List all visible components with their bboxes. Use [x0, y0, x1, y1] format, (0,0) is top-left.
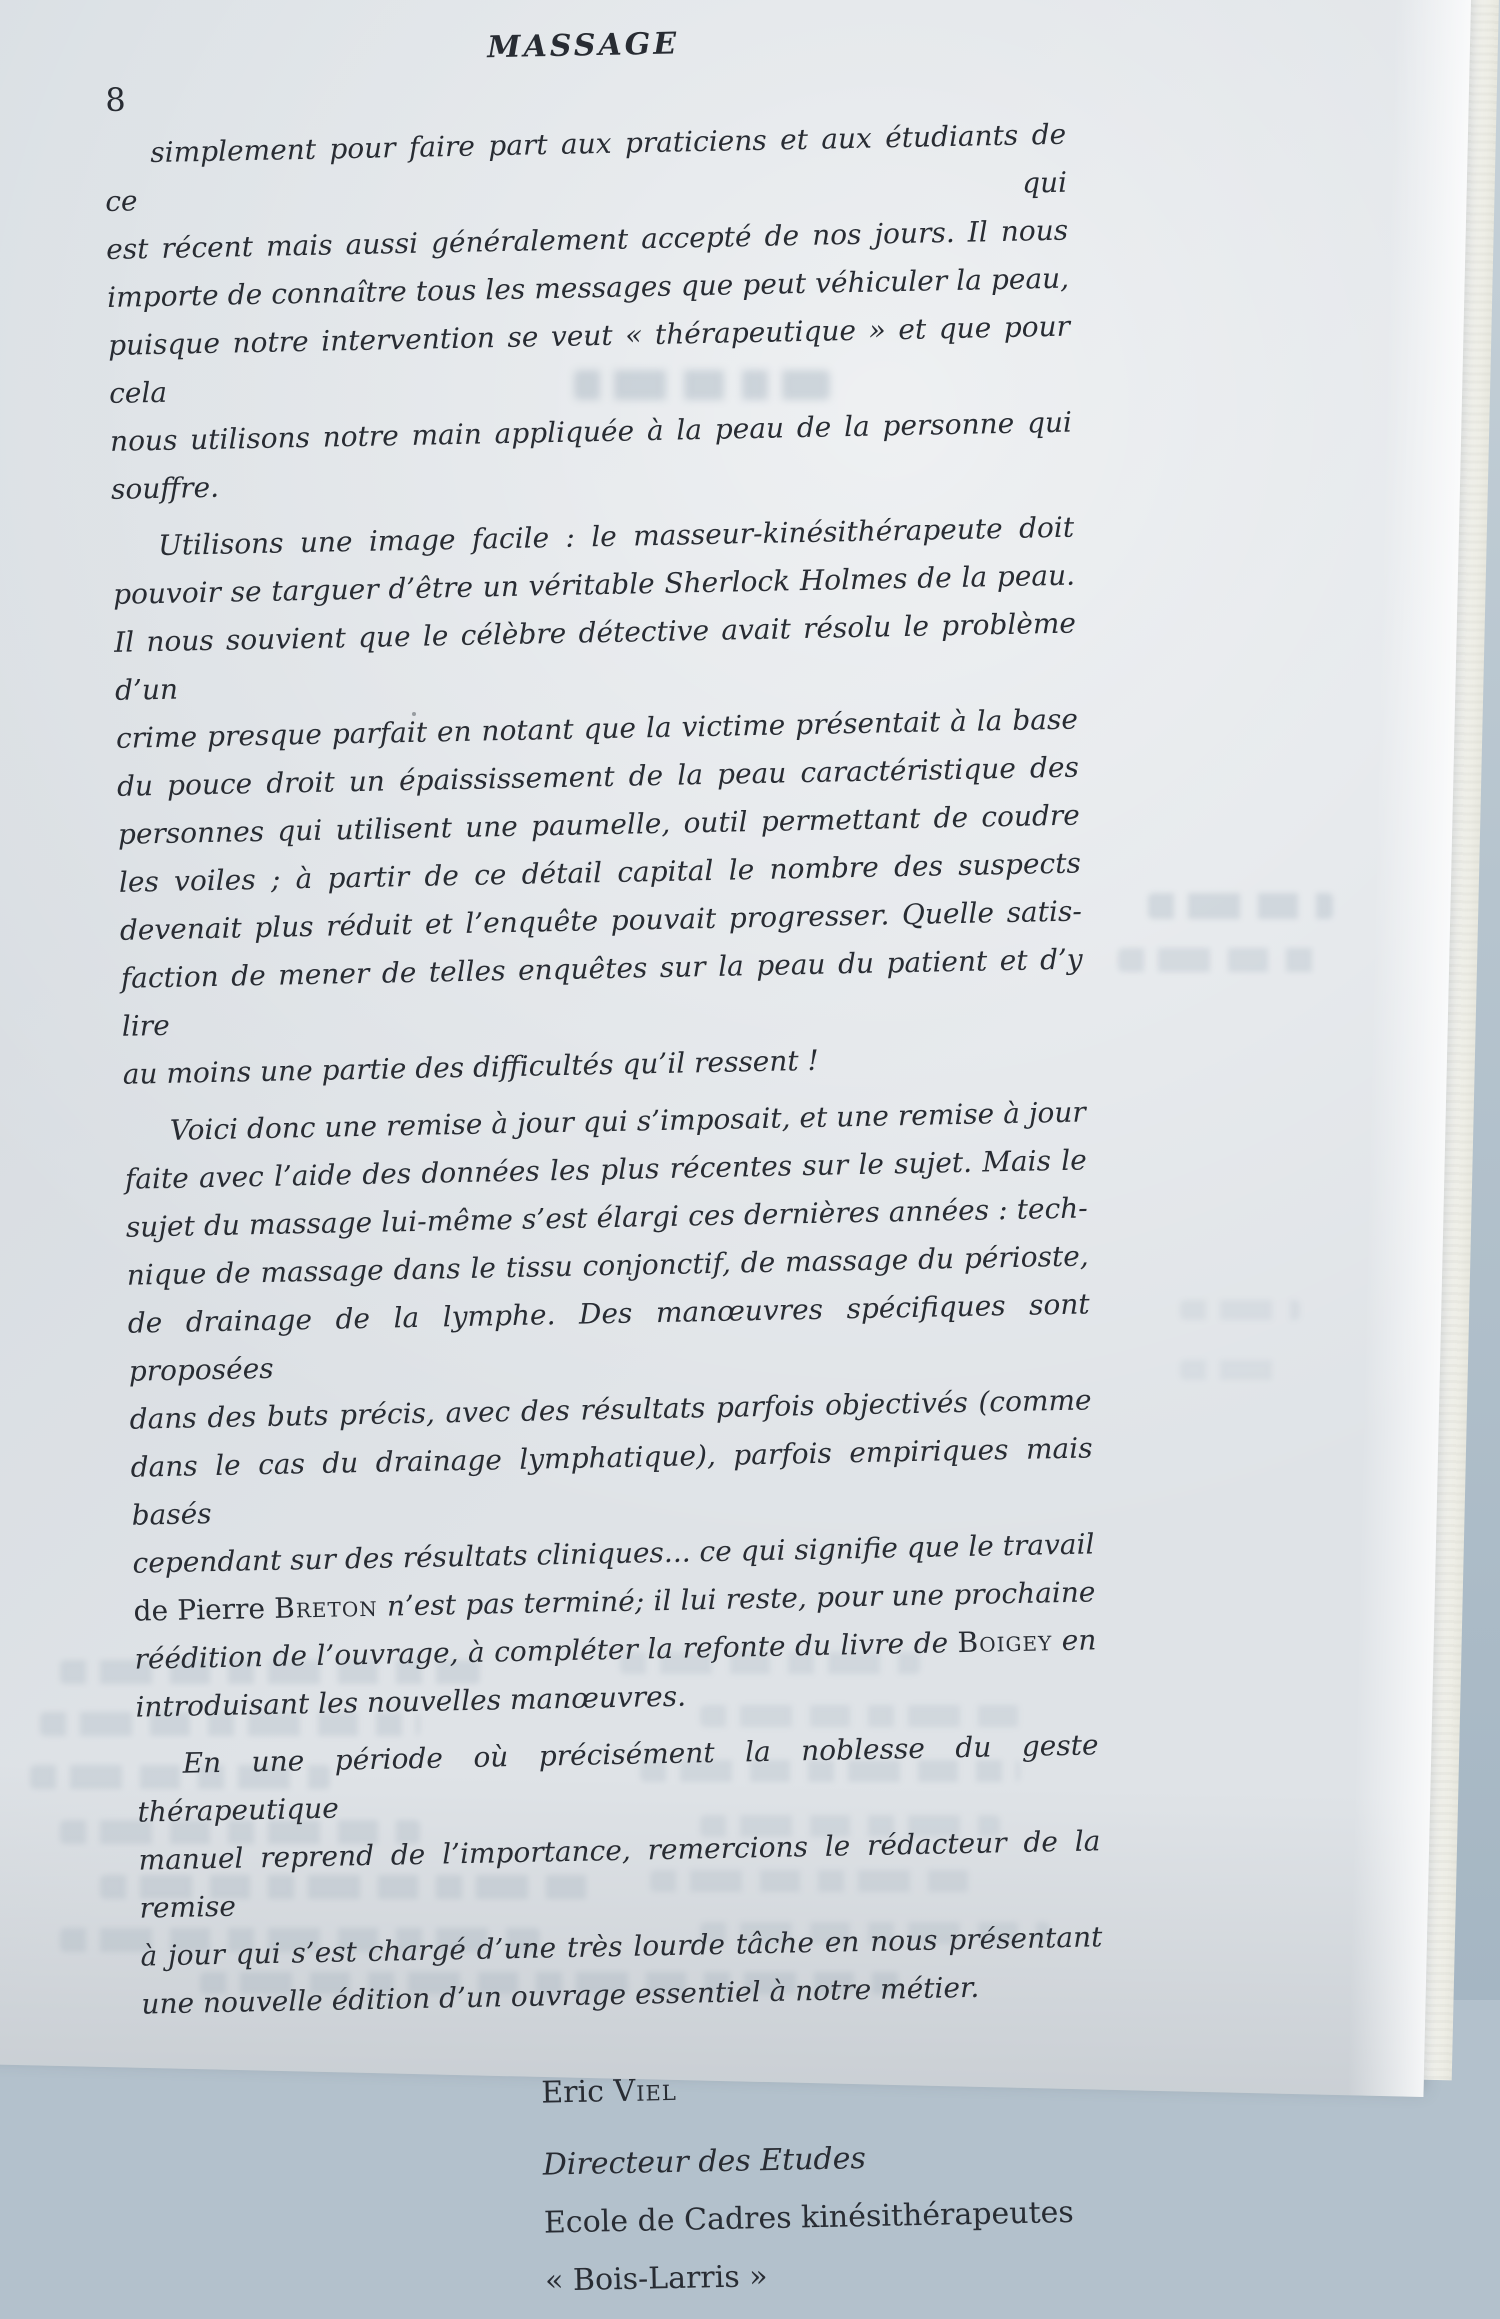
text-segment: Breton: [273, 1589, 379, 1625]
text-segment: dans des buts précis, avec des résultats parfois objectivés (comme: [129, 1383, 1092, 1436]
text-segment: du pouce droit un épaississement de la peau caractéristique des: [116, 750, 1080, 803]
showthrough-text: [1118, 948, 1323, 972]
showthrough-text: [1148, 893, 1333, 919]
showthrough-text: [1180, 1360, 1280, 1380]
text-segment: faite avec l’aide des données les plus récentes sur le sujet. Mais le: [124, 1143, 1088, 1196]
text-segment: Il nous souvient que le célèbre détective avait résolu le problème d’un: [113, 606, 1077, 707]
text-segment: de Pierre: [133, 1591, 275, 1628]
text-segment: importe de connaître tous les messages que peut véhiculer la peau,: [106, 261, 1070, 314]
text-line: [541, 2053, 1106, 2122]
text-segment: au moins une partie des difficultés qu’il ressent !: [122, 1043, 820, 1091]
text-segment: devenait plus réduit et l’enquête pouvait progresser. Quelle satis-: [119, 894, 1083, 947]
text-segment: introduisant les nouvelles manœuvres.: [135, 1679, 687, 1724]
text-segment: n’est pas terminé; il lui reste, pour une prochaine: [377, 1575, 1096, 1623]
text-segment: Utilisons une image facile : le masseur-kinésithérapeute doit: [157, 510, 1075, 562]
text-segment: en: [1051, 1623, 1097, 1658]
text-segment: personnes qui utilisent une paumelle, outil permettant de coudre: [117, 798, 1081, 851]
text-segment: les voiles ; à partir de ce détail capital le nombre des suspects: [118, 846, 1082, 899]
paragraph: [136, 1721, 1104, 2028]
paragraph: [104, 111, 1074, 514]
text-segment: En une période où précisément la noblesse du geste thérapeutique: [137, 1728, 1099, 1829]
text-line: [545, 2241, 1110, 2310]
text-segment: de drainage de la lymphe. Des manœuvres spécifiques sont proposées: [127, 1287, 1090, 1388]
text-segment: nique de massage dans le tissu conjonctif, de massage du périoste,: [126, 1239, 1089, 1292]
text-segment: cependant sur des résultats cliniques... ce qui signifie que le travail: [132, 1527, 1095, 1580]
body-text: [104, 111, 1104, 2029]
text-segment: Voici donc une remise à jour qui s’imposait, et une remise à jour: [169, 1095, 1087, 1147]
text-line: [543, 2183, 1108, 2252]
signature-block: [541, 2053, 1110, 2310]
text-segment: Directeur des Etudes: [542, 2141, 867, 2183]
text-segment: faction de mener de telles enquêtes sur la peau du patient et d’y lire: [120, 942, 1084, 1043]
text-segment: une nouvelle édition d’un ouvrage essentiel à notre métier.: [141, 1970, 980, 2021]
text-segment: est récent mais aussi généralement accepté de nos jours. Il nous: [105, 213, 1069, 266]
paragraph: [123, 1088, 1097, 1731]
text-segment: dans le cas du drainage lymphatique), parfois empiriques mais basés: [130, 1431, 1093, 1532]
text-segment: sujet du massage lui-même s’est élargi ces dernières années : tech-: [125, 1191, 1089, 1244]
showthrough-text: [1180, 1300, 1300, 1320]
text-segment: manuel reprend de l’importance, remercions le rédacteur de la remise: [138, 1824, 1101, 1925]
page-number: 8: [104, 80, 126, 119]
text-segment: puisque notre intervention se veut « thérapeutique » et que pour cela: [107, 309, 1071, 410]
text-segment: à jour qui s’est chargé d’une très lourde tâche en nous présentant: [140, 1920, 1103, 1973]
text-segment: réédition de l’ouvrage, à compléter la refonte du livre de: [134, 1626, 958, 1676]
page-content: [102, 19, 1110, 2319]
running-header: MASSAGE: [486, 26, 680, 66]
text-segment: Viel: [613, 2072, 678, 2110]
text-segment: souffre.: [110, 470, 220, 506]
text-segment: Boigey: [957, 1624, 1053, 1660]
text-segment: simplement pour faire part aux praticiens et aux étudiants de ce qui: [104, 117, 1068, 218]
paragraph: [112, 504, 1085, 1099]
text-segment: crime presque parfait en notant que la victime présentait à la base: [115, 702, 1079, 755]
text-segment: Ecole de Cadres kinésithérapeutes: [543, 2194, 1075, 2241]
text-segment: pouvoir se targuer d’être un véritable Sherlock Holmes de la peau.: [112, 558, 1076, 611]
text-segment: « Bois-Larris »: [544, 2259, 768, 2299]
text-segment: nous utilisons notre main appliquée à la peau de la personne qui: [109, 405, 1073, 458]
text-segment: Eric: [540, 2074, 614, 2111]
